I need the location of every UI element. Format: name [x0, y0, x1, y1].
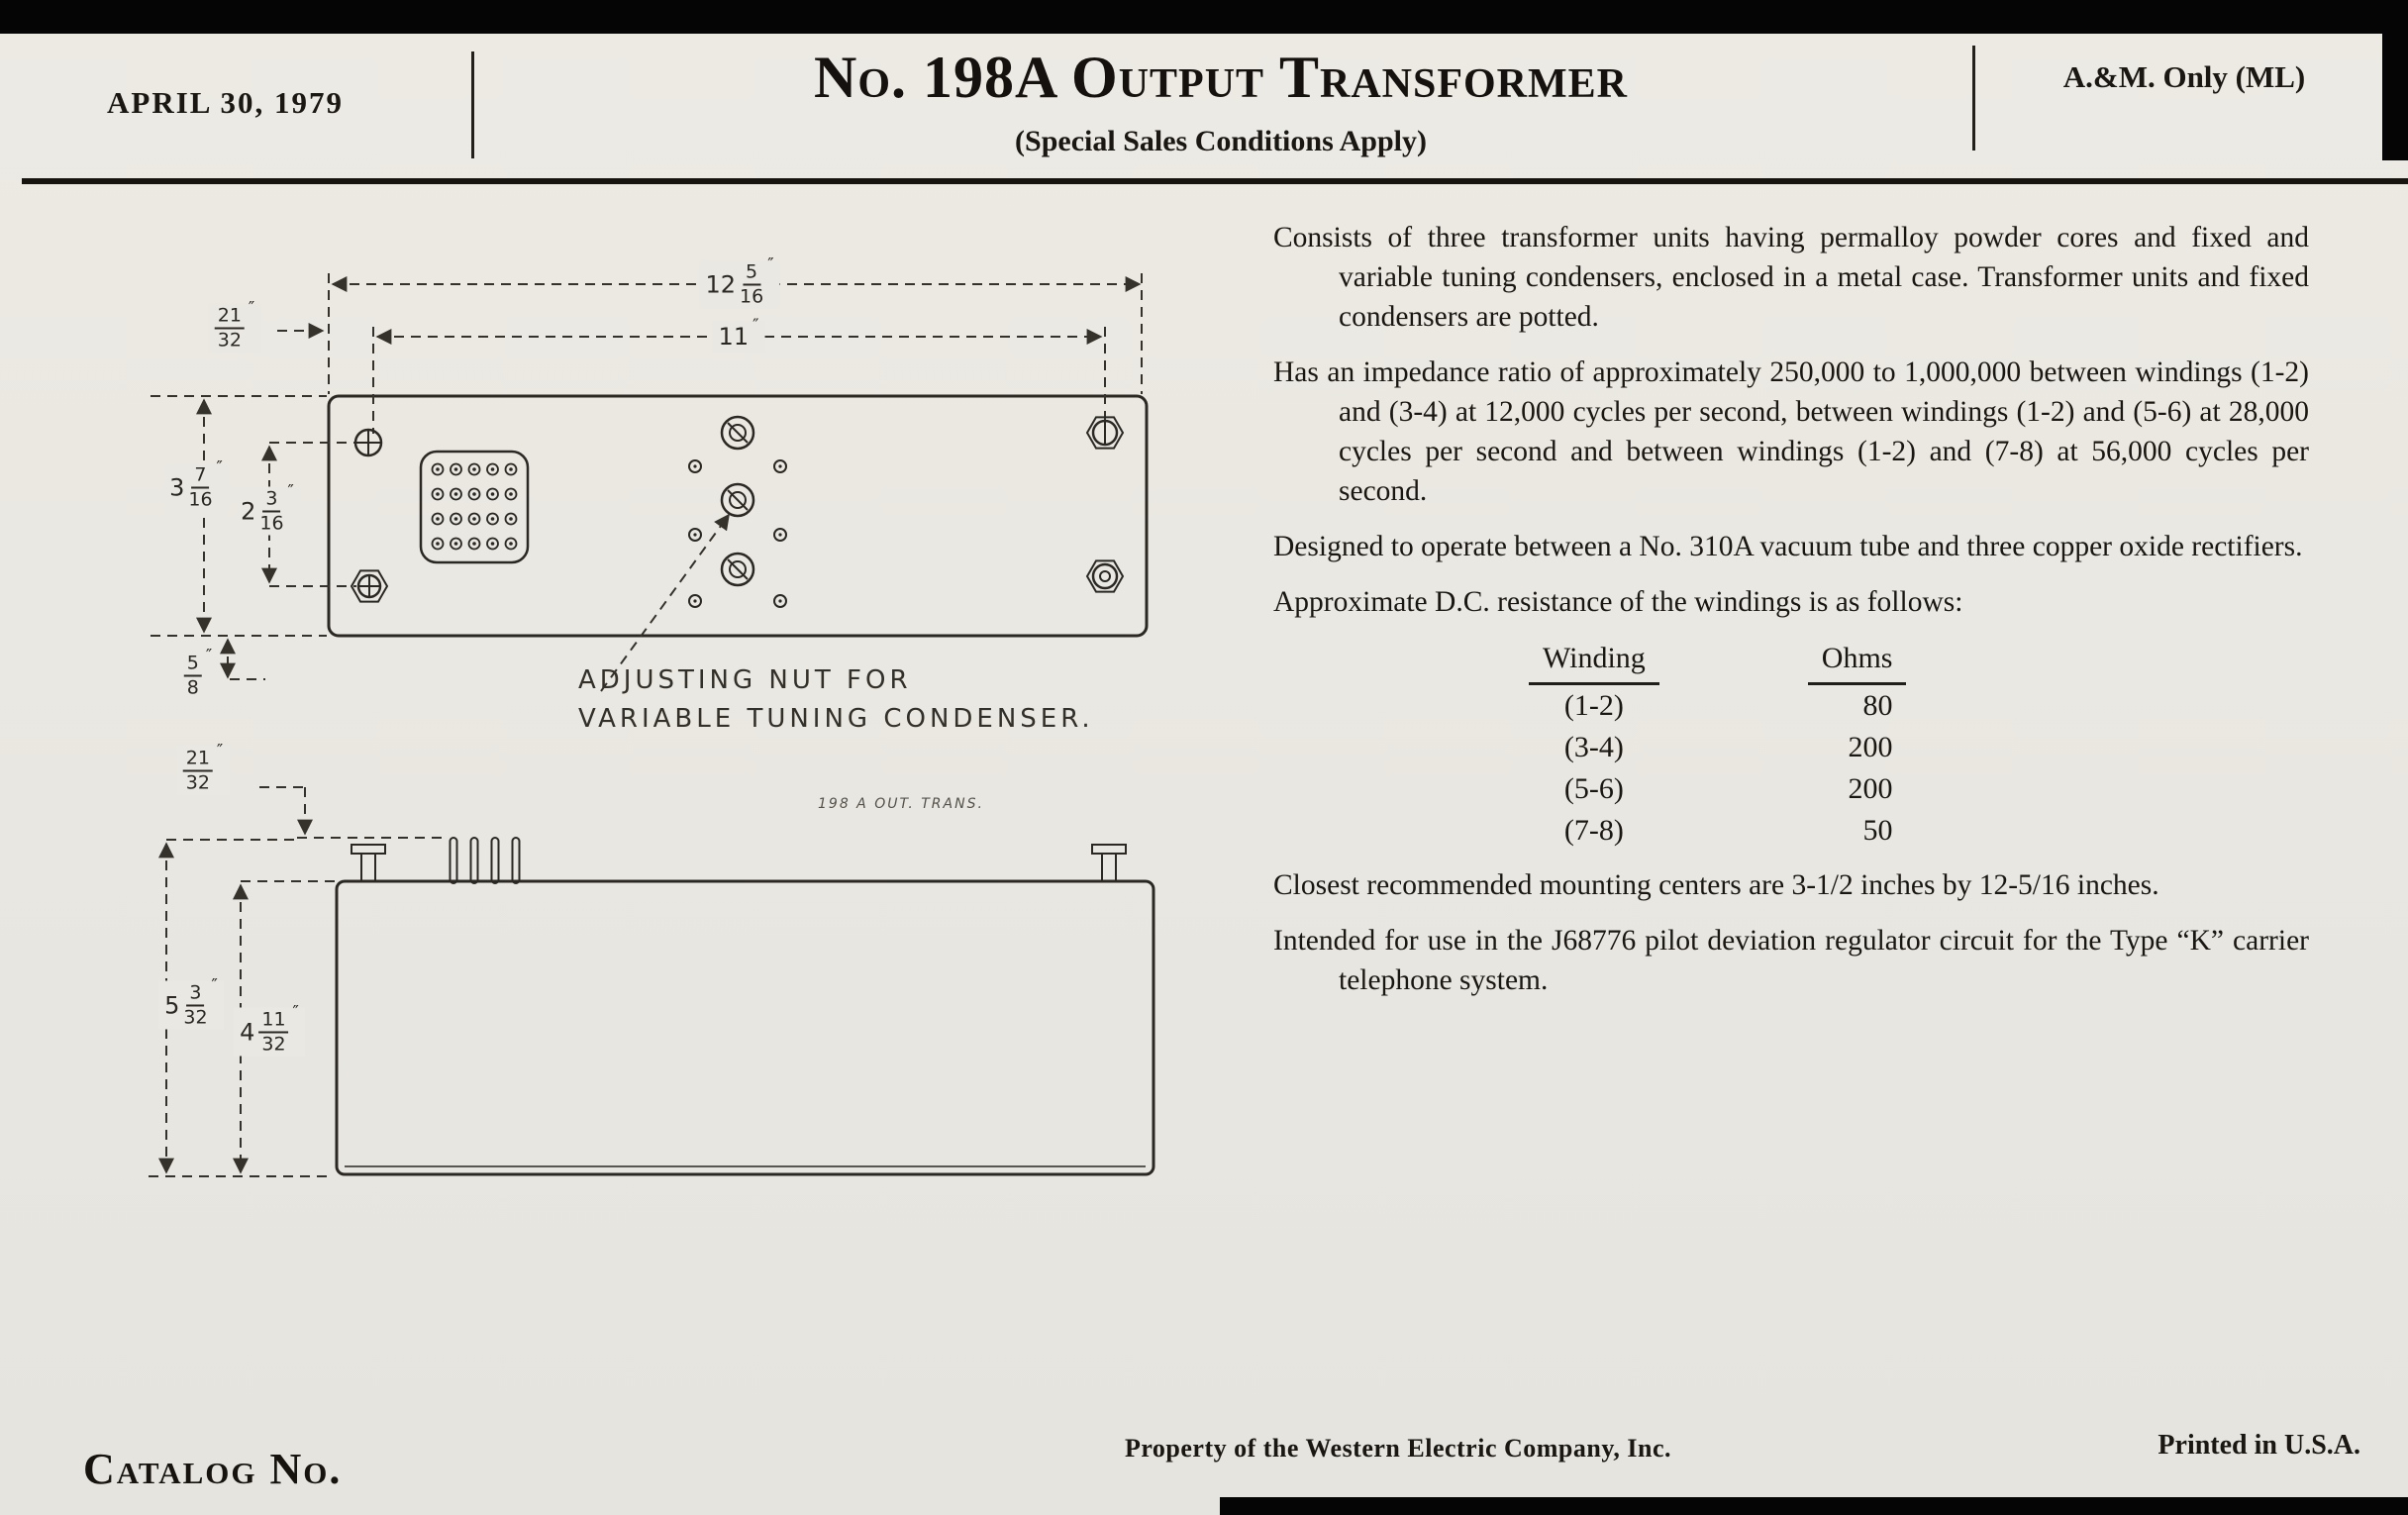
- issue-date: APRIL 30, 1979: [107, 85, 344, 120]
- mounting-screw-right: [1092, 845, 1126, 881]
- adjusting-nuts: [689, 417, 786, 607]
- paragraph-resistance-intro: Approximate D.C. resistance of the windings is as follows:: [1273, 586, 1963, 618]
- table-row: (5-6) 200: [1563, 772, 1893, 805]
- dim-terminal-height: $\frac{21}{32}$ ″: [177, 746, 230, 794]
- case-outline-side-view: [337, 881, 1154, 1174]
- page-subtitle: (Special Sales Conditions Apply): [1015, 125, 1427, 157]
- printed-note: Printed in U.S.A.: [2157, 1430, 2360, 1461]
- table-row: (7-8) 50: [1563, 814, 1893, 847]
- scan-black-bar-top: [0, 0, 2408, 34]
- dim-bolt-spacing: 2 $\frac{3}{16}$ ″: [235, 486, 300, 535]
- adjusting-nut-callout: ADJUSTING NUT FOR VARIABLE TUNING CONDENSER.: [578, 665, 1094, 734]
- mounting-screw-left: [351, 845, 385, 881]
- dim-overall-height-side-view: 5 $\frac{3}{32}$ ″: [158, 980, 224, 1029]
- mounting-bolt-top-left: [355, 430, 381, 455]
- paragraph-operation: Designed to operate between a No. 310A vacuum tube and three copper oxide rectifiers.: [1273, 531, 2303, 562]
- catalog-number-label: Catalog No.: [83, 1445, 343, 1493]
- terminal-block: [421, 452, 528, 562]
- table-header-winding: Winding: [1529, 638, 1659, 685]
- paragraph-mounting: Closest recommended mounting centers are 3-1/2 inches by 12-5/16 inches.: [1273, 869, 2159, 901]
- terminal-pins: [451, 838, 520, 883]
- dim-overall-height-top-view: 3 $\frac{7}{16}$ ″: [163, 462, 229, 511]
- table-row: (1-2) 80: [1563, 689, 1893, 722]
- scan-black-bar-bottom: [1220, 1497, 2408, 1515]
- table-header-ohms: Ohms: [1808, 638, 1907, 685]
- mounting-bolt-bottom-left: [351, 570, 387, 601]
- description-column: [1273, 218, 2309, 1016]
- winding-resistance-table: [1380, 638, 2055, 852]
- side-view-drawing: [149, 787, 1154, 1176]
- mounting-bolt-top-right: [1087, 417, 1123, 448]
- mounting-bolt-bottom-right: [1087, 560, 1123, 591]
- scan-black-bar-right: [2382, 0, 2408, 160]
- availability-note: A.&M. Only (ML): [2062, 59, 2306, 94]
- dim-bottom-offset: $\frac{5}{8}$ ″: [178, 651, 218, 699]
- dim-overall-width: 12 $\frac{5}{16}$ ″: [699, 259, 779, 308]
- dim-case-height-side-view: 4 $\frac{11}{32}$ ″: [234, 1007, 305, 1056]
- paragraph-impedance: Has an impedance ratio of approximately 250,000 to 1,000,000 between windings (1-2) and (3-4) at 12,000 cycles per second, between windings (1-2) and (5-6) at 28,000 cycles per second and between windings (1-2) and (7-8) at 56,000 cycles per second.: [1273, 356, 2309, 507]
- dim-inner-width: 11 ″: [713, 321, 765, 353]
- table-row: (3-4) 200: [1563, 731, 1893, 763]
- paragraph-construction: Consists of three transformer units having permalloy powder cores and fixed and variable tuning condensers, enclosed in a metal case. Transformer units and fixed condensers are potted.: [1273, 222, 2309, 333]
- dim-edge-offset-top: $\frac{21}{32}$ ″: [209, 303, 261, 352]
- page-title: No. 198A Output Transformer: [814, 45, 1628, 110]
- top-view-drawing: [150, 273, 1147, 691]
- property-note: Property of the Western Electric Company, Inc.: [1124, 1434, 1672, 1463]
- paragraph-intended-use: Intended for use in the J68776 pilot deviation regulator circuit for the Type “K” carrier telephone system.: [1273, 925, 2309, 996]
- case-stamp-text: 198 A OUT. TRANS.: [818, 796, 984, 812]
